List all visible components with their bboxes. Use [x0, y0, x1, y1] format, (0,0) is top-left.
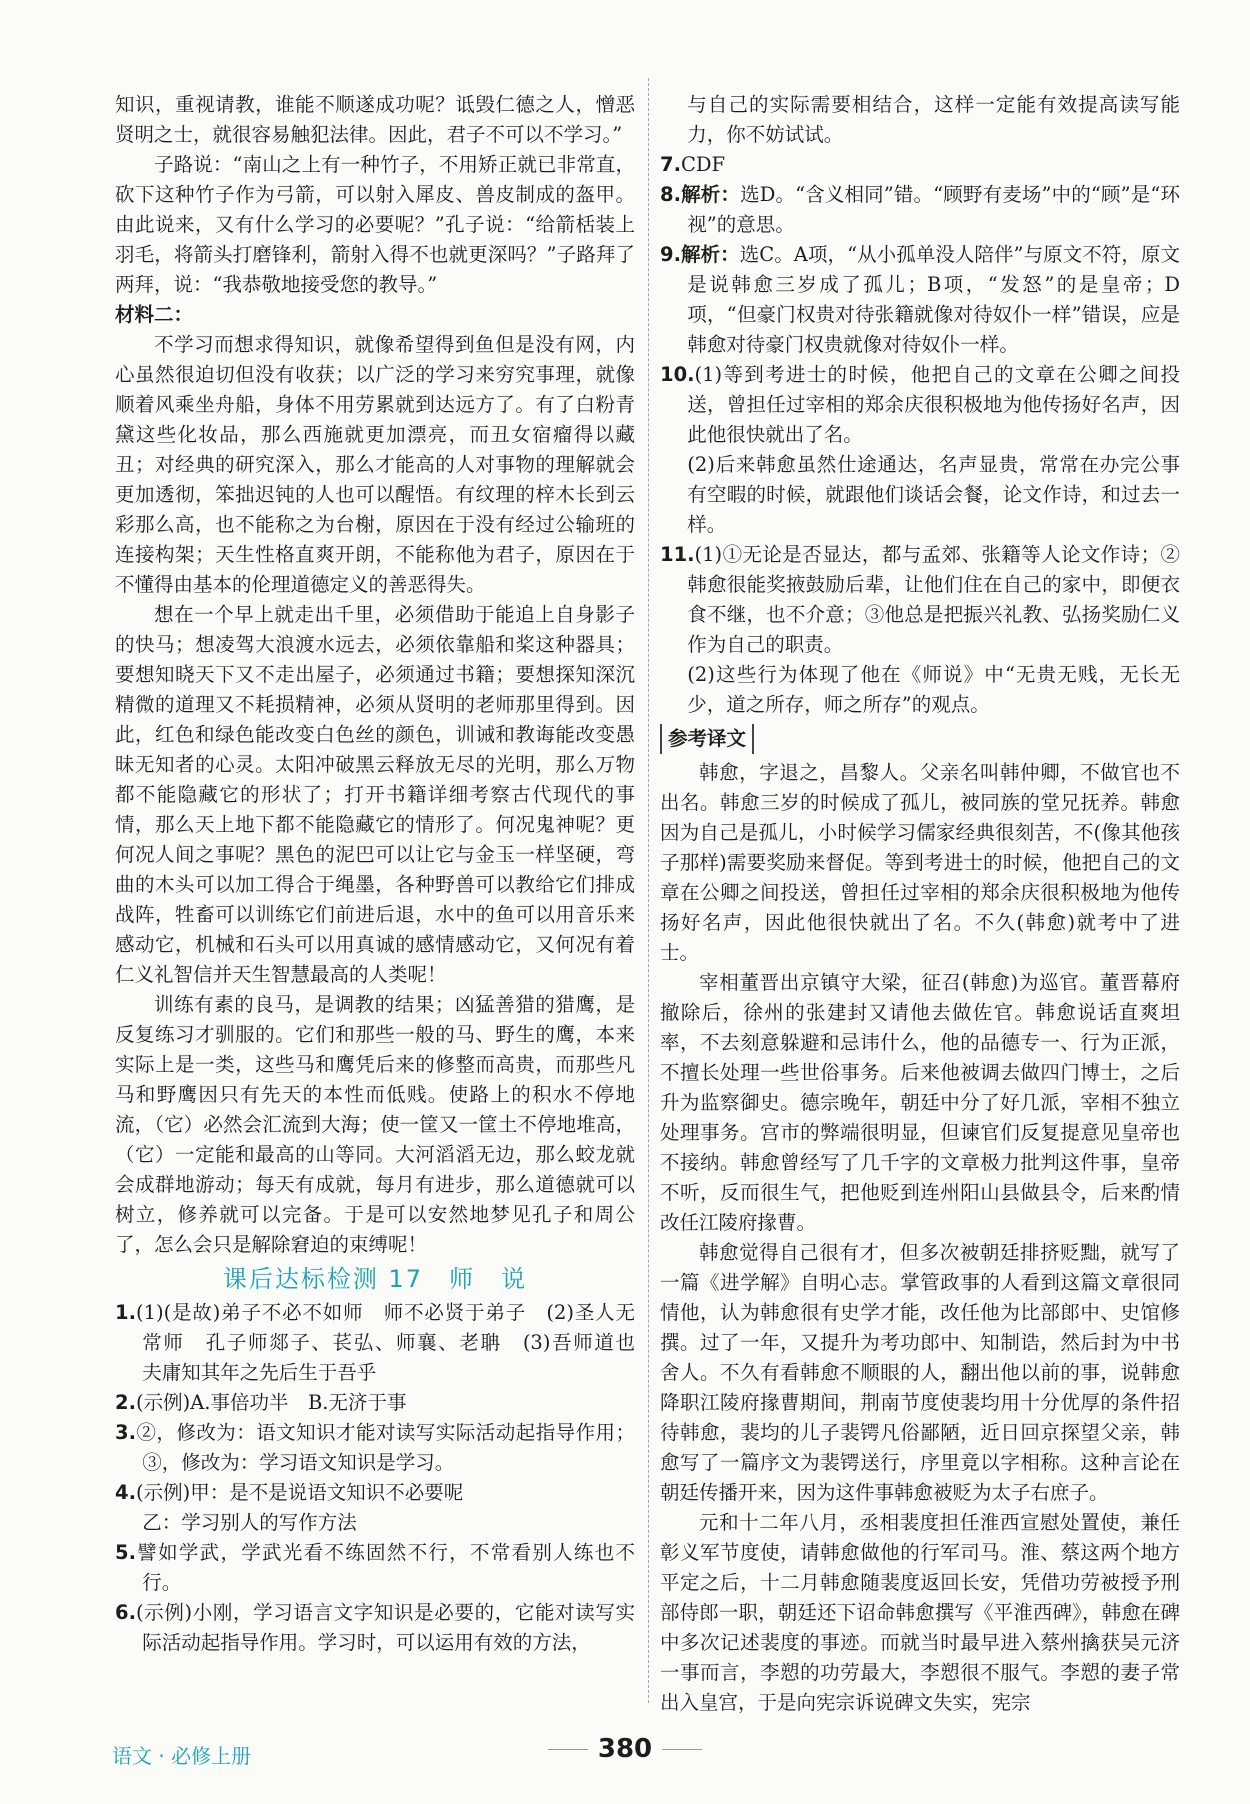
footer-rule-left	[548, 1749, 588, 1750]
answer-item: 4.(示例)甲：是不是说语文知识不必要呢	[115, 1481, 464, 1504]
answer-item: 8.解析：选D。“含义相同”错。“顾野有麦场”中的“顾”是“环视”的意思。	[660, 183, 1180, 236]
answer-item: 2.(示例)A.事倍功半 B.无济于事	[115, 1391, 407, 1414]
answer-item: 10.(1)等到考进士的时候，他把自己的文章在公卿之间投送，曾担任过宰相的郑余庆很积极地为他传扬好名声，因此他很快就出了名。	[660, 363, 1180, 446]
paragraph: 不学习而想求得知识，就像希望得到鱼但是没有网，内心虽然很迫切但没有收获；以广泛的学习来穷究事理，就像顺着风乘坐舟船，身体不用劳累就到达远方了。有了白粉青黛这些化妆品，那么西施就更加漂亮，而丑女宿瘤得以藏丑；对经典的研究深入，那么才能高的人对事物的理解就会更加透彻，笨拙迟钝的人也可以醒悟。有纹理的梓木长到云彩那么高，也不能称之为台榭，原因在于没有经过公输班的连接构架；天生性格直爽开朗，不能称他为君子，原因在于不懂得由基本的伦理道德定义的善恶得失。	[115, 333, 635, 596]
left-column	[115, 90, 655, 1658]
answer-item: 6.(示例)小刚，学习语言文字知识是必要的，它能对读写实际活动起指导作用。学习时，可以运用有效的方法，	[115, 1601, 635, 1654]
answer-item: 5.譬如学武，学武光看不练固然不行，不常看别人练也不行。	[115, 1541, 635, 1594]
answer-item: 11.(1)①无论是否显达，都与孟郊、张籍等人论文作诗；②韩愈很能奖掖鼓励后辈，让他们住在自己的家中，即便衣食不继，也不介意；③他总是把振兴礼教、弘扬奖励仁义作为自己的职责。	[660, 543, 1180, 656]
answer-item: 7.CDF	[660, 153, 726, 176]
answer-subitem: (2)后来韩愈虽然仕途通达，名声显贵，常常在办完公事有空暇的时候，就跟他们谈话会餐，论文作诗，和过去一样。	[687, 453, 1180, 536]
answer-item: 1.(1)(是故)弟子不必不如师 师不必贤于弟子 (2)圣人无常师 孔子师郯子、苌弘、师襄、老聃 (3)吾师道也 夫庸知其年之先后生于吾乎	[115, 1301, 655, 1384]
answer-subitem: 乙：学习别人的写作方法	[142, 1511, 357, 1534]
page-number: 380	[597, 1734, 653, 1764]
column-divider	[648, 78, 649, 1703]
answer-item: 3.②，修改为：语文知识才能对读写实际活动起指导作用；③，修改为：学习语文知识是学习。	[115, 1421, 635, 1474]
paragraph: 训练有素的良马，是调教的结果；凶猛善猎的猎鹰，是反复练习才驯服的。它们和那些一般的马、野生的鹰，本来实际上是一类，这些马和鹰凭后来的修整而高贵，而那些凡马和野鹰因只有先天的本性而低贱。使路上的积水不停地流，（它）必然会汇流到大海；使一筐又一筐土不停地堆高，（它）一定能和最高的山等同。大河滔滔无边，那么蛟龙就会成群地游动；每天有成就，每月有进步，那么道德就可以树立，修养就可以完备。于是可以安然地梦见孔子和周公了，怎么会只是解除窘迫的束缚呢！	[115, 993, 635, 1256]
paragraph: 宰相董晋出京镇守大梁，征召(韩愈)为巡官。董晋幕府撤除后，徐州的张建封又请他去做佐官。韩愈说话直爽坦率，不去刻意躲避和忌讳什么，他的品德专一、行为正派，不擅长处理一些世俗事务。后来他被调去做四门博士，之后升为监察御史。德宗晚年，朝廷中分了好几派，宰相不独立处理事务。宫市的弊端很明显，但谏官们反复提意见皇帝也不接纳。韩愈曾经写了几千字的文章极力批判这件事，皇帝不听，反而很生气，把他贬到连州阳山县做县令，后来酌情改任江陵府掾曹。	[660, 971, 1180, 1234]
section-title: 课后达标检测 17 师 说	[222, 1265, 528, 1293]
footer-rule-right	[662, 1749, 702, 1750]
answer-subitem: (2)这些行为体现了他在《师说》中“无贵无贱，无长无少，道之所存，师之所存”的观点。	[687, 663, 1180, 716]
paragraph: 韩愈，字退之，昌黎人。父亲名叫韩仲卿，不做官也不出名。韩愈三岁的时候成了孤儿，被同族的堂兄抚养。韩愈因为自己是孤儿，小时候学习儒家经典很刻苦，不(像其他孩子那样)需要奖励来督促。等到考进士的时候，他把自己的文章在公卿之间投送，曾担任过宰相的郑余庆很积极地为他传扬好名声，因此他很快就出了名。不久(韩愈)就考中了进士。	[660, 761, 1180, 964]
right-column	[660, 90, 1180, 1718]
subheading: 材料二：	[115, 303, 194, 326]
paragraph: 想在一个早上就走出千里，必须借助于能追上自身影子的快马；想凌驾大浪渡水远去，必须依靠船和桨这种器具；要想知晓天下又不走出屋子，必须通过书籍；要想探知深沉精微的道理又不耗损精神，必须从贤明的老师那里得到。因此，红色和绿色能改变白色丝的颜色，训诫和教诲能改变愚昧无知者的心灵。太阳冲破黑云释放无尽的光明，那么万物都不能隐藏它的形状了；打开书籍详细考察古代现代的事情，那么天上地下都不能隐藏它的情形了。何况鬼神呢？更何况人间之事呢？黑色的泥巴可以让它与金玉一样坚硬，弯曲的木头可以加工得合于绳墨，各种野兽可以教给它们排成战阵，牲畜可以训练它们前进后退，水中的鱼可以用音乐来感动它，机械和石头可以用真诚的感情感动它，又何况有着仁义礼智信并天生智慧最高的人类呢！	[115, 603, 635, 986]
paragraph: 知识，重视请教，谁能不顺遂成功呢？诋毁仁德之人，憎恶贤明之士，就很容易触犯法律。因此，君子不可以不学习。”	[115, 93, 635, 146]
answer-item: 9.解析：选C。A项，“从小孤单没人陪伴”与原文不符，原文是说韩愈三岁成了孤儿；B项，“发怒”的是皇帝；D项，“但豪门权贵对待张籍就像对待奴仆一样”错误，应是韩愈对待豪门权贵就像对待奴仆一样。	[660, 243, 1180, 356]
footer-subject: 语文 · 必修上册	[112, 1744, 252, 1768]
reference-translation-label: 参考译文	[660, 724, 754, 754]
paragraph: 元和十二年八月，丞相裴度担任淮西宣慰处置使，兼任彰义军节度使，请韩愈做他的行军司马。淮、蔡这两个地方平定之后，十二月韩愈随裴度返回长安，凭借功劳被授予刑部侍郎一职，朝廷还下诏命韩愈撰写《平淮西碑》，韩愈在碑中多次记述裴度的事迹。而就当时最早进入蔡州擒获吴元济一事而言，李愬的功劳最大，李愬很不服气。李愬的妻子常出入皇宫，于是向宪宗诉说碑文失实，宪宗	[660, 1511, 1180, 1714]
paragraph: 子路说：“南山之上有一种竹子，不用矫正就已非常直，砍下这种竹子作为弓箭，可以射入犀皮、兽皮制成的盔甲。由此说来，又有什么学习的必要呢？”孔子说：“给箭栝装上羽毛，将箭头打磨锋利，箭射入得不也就更深吗？”子路拜了两拜，说：“我恭敬地接受您的教导。”	[115, 153, 635, 296]
paragraph: 韩愈觉得自己很有才，但多次被朝廷排挤贬黜，就写了一篇《进学解》自明心志。掌管政事的人看到这篇文章很同情他，认为韩愈很有史学才能，改任他为比部郎中、史馆修撰。过了一年，又提升为考功郎中、知制诰，然后封为中书舍人。不久有看韩愈不顺眼的人，翻出他以前的事，说韩愈降职江陵府掾曹期间，荆南节度使裴均用十分优厚的条件招待韩愈，裴均的儿子裴锷凡俗鄙陋，近日回京探望父亲，韩愈写了一篇序文为裴锷送行，序里竟以字相称。这种言论在朝廷传播开来，因为这件事韩愈被贬为太子右庶子。	[660, 1241, 1180, 1504]
paragraph: 与自己的实际需要相结合，这样一定能有效提高读写能力，你不妨试试。	[687, 93, 1180, 146]
